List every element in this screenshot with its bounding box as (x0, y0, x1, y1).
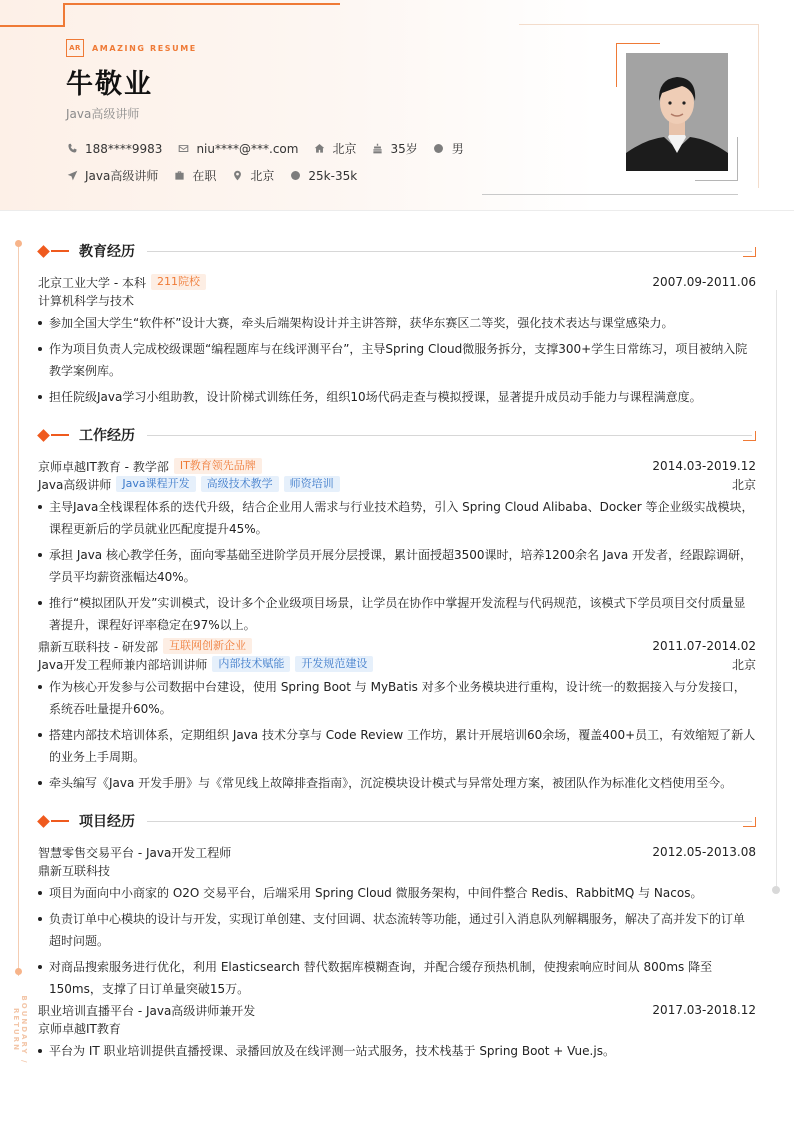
salary-value: 25k-35k (308, 168, 358, 183)
home-icon (313, 143, 325, 155)
section-corner (743, 247, 756, 257)
role-tag: 开发规范建设 (295, 656, 373, 672)
role-tag: 内部技术赋能 (212, 656, 290, 672)
gender-info (433, 140, 464, 157)
education-header-row (38, 273, 756, 291)
diamond-icon (37, 429, 50, 442)
job-intent-row (66, 167, 372, 184)
education-entry (38, 273, 756, 412)
location-value: 北京 (332, 142, 357, 156)
contact-row (66, 140, 479, 157)
timeline-line (18, 246, 19, 976)
education-bullets (38, 312, 756, 408)
list-item: 负责订单中心模块的设计与开发，实现订单创建、支付回调、状态流转等功能，通过引入消息队列解耦服务，解决了高并发下的订单超时问题。 (38, 908, 756, 952)
right-guide-dot (772, 886, 780, 894)
list-item: 推行“模拟团队开发”实训模式，设计多个企业级项目场景，让学员在协作中掌握开发流程与代码规范，该模式下学员项目交付质量显著提升，课程好评率稳定在97%以上。 (38, 592, 756, 636)
salary-info (289, 169, 357, 183)
project-header-row (38, 1001, 756, 1019)
company-name: 京师卓越IT教育 - 教学部 (38, 459, 169, 474)
list-item: 搭建内部技术培训体系，定期组织 Java 技术分享与 Code Review 工作坊，累计开展培训60余场，覆盖400+员工，有效缩短了新人的业务上手周期。 (38, 724, 756, 768)
role: Java开发工程师兼内部培训讲师 (38, 657, 208, 672)
section-title: 项目经历 (79, 814, 135, 830)
section-corner (743, 431, 756, 441)
role-row (38, 655, 756, 673)
role-tag: 师资培训 (284, 476, 340, 492)
phone-value: 188****9983 (85, 141, 163, 156)
section-dash (51, 434, 69, 436)
work-city: 北京 (731, 477, 756, 492)
work-bullets (38, 496, 756, 636)
project-header-row (38, 843, 756, 861)
status-value: 在职 (192, 169, 217, 183)
avatar (626, 53, 728, 171)
section-rule (147, 435, 752, 436)
header-divider-short (695, 180, 738, 181)
email-info (177, 142, 298, 156)
list-item: 承担 Java 核心教学任务，面向零基础至进阶学员开展分层授课，累计面授超3500课时，培养1200余名 Java 开发者，经跟踪调研，学员平均薪资涨幅达40%。 (38, 544, 756, 588)
work-entry-1 (38, 457, 756, 640)
project-bullets (38, 1040, 756, 1062)
status-info (173, 167, 216, 184)
list-item: 项目为面向中小商家的 O2O 交易平台，后端采用 Spring Cloud 微服务架构，中间件整合 Redis、RabbitMQ 与 Nacos。 (38, 882, 756, 904)
location-pin-icon (231, 170, 243, 182)
diamond-icon (37, 815, 50, 828)
gender-icon (433, 143, 445, 155)
candidate-title: Java高级讲师 (66, 107, 140, 121)
send-icon (66, 170, 78, 182)
header-accent-line (64, 3, 340, 5)
list-item: 参加全国大学生“软件杯”设计大赛，牵头后端架构设计并主讲答辩，获华东赛区二等奖，强化技术表达与课堂感染力。 (38, 312, 756, 334)
timeline-dot-bottom (15, 968, 22, 975)
side-watermark: BOUNDARY / RETURN (12, 995, 28, 1065)
work-header-row (38, 457, 756, 475)
project-name: 智慧零售交易平台 - Java开发工程师 (38, 845, 232, 860)
target-city-value: 北京 (250, 169, 275, 183)
cake-icon (371, 143, 383, 155)
brand-text: AMAZING RESUME (92, 43, 197, 53)
list-item: 对商品搜索服务进行优化，利用 Elasticsearch 替代数据库模糊查询，并配合缓存预热机制，使搜索响应时间从 800ms 降至 150ms，支撑了日订单量突破15万。 (38, 956, 756, 1000)
work-bullets (38, 676, 756, 794)
project-org: 京师卓越IT教育 (38, 1021, 121, 1036)
section-work-header (38, 425, 756, 445)
right-guide-line (776, 290, 777, 890)
gender-value: 男 (451, 142, 464, 156)
work-entry-2 (38, 637, 756, 798)
major: 计算机科学与技术 (38, 293, 135, 308)
project-org-row (38, 861, 756, 879)
target-city-info (231, 167, 274, 184)
project-entry-1 (38, 843, 756, 1004)
work-date: 2011.07-2014.02 (652, 639, 756, 653)
diamond-icon (37, 245, 50, 258)
list-item: 平台为 IT 职业培训提供直播授课、录播回放及在线评测一站式服务，技术栈基于 Spring Boot + Vue.js。 (38, 1040, 756, 1062)
company-tag: 互联网创新企业 (163, 638, 252, 654)
header-divider-vertical (737, 137, 738, 181)
mail-icon (177, 143, 189, 155)
header-accent-corner (0, 3, 65, 27)
briefcase-icon (173, 170, 185, 182)
work-header-row (38, 637, 756, 655)
email-value: niu****@***.com (196, 141, 299, 156)
list-item: 主导Java全栈课程体系的迭代升级，结合企业用人需求与行业技术趋势，引入 Spring Cloud Alibaba、Docker 等企业级实战模块，课程更新后的学员就业匹配度提升45%。 (38, 496, 756, 540)
role-tag: 高级技术教学 (201, 476, 279, 492)
work-city: 北京 (731, 657, 756, 672)
resume-header (0, 0, 794, 211)
section-dash (51, 820, 69, 822)
list-item: 牵头编写《Java 开发手册》与《常见线上故障排查指南》，沉淀模块设计模式与异常处理方案，被团队作为标准化文档使用至今。 (38, 772, 756, 794)
brand (66, 39, 197, 57)
list-item: 担任院级Java学习小组助教，设计阶梯式训练任务，组织10场代码走查与模拟授课，显著提升成员动手能力与课程满意度。 (38, 386, 756, 408)
role: Java高级讲师 (38, 477, 112, 492)
school-name: 北京工业大学 - 本科 (38, 275, 146, 290)
timeline-dot-top (15, 240, 22, 247)
profile-photo (626, 53, 728, 171)
target-position-value: Java高级讲师 (85, 169, 159, 183)
section-dash (51, 250, 69, 252)
candidate-name: 牛敬业 (66, 69, 153, 100)
target-position-info (66, 167, 158, 184)
project-name: 职业培训直播平台 - Java高级讲师兼开发 (38, 1003, 256, 1018)
project-entry-2 (38, 1001, 756, 1066)
company-name: 鼎新互联科技 - 研发部 (38, 639, 158, 654)
section-corner (743, 817, 756, 827)
section-projects-header (38, 811, 756, 831)
section-title: 教育经历 (79, 244, 135, 260)
company-tag: IT教育领先品牌 (174, 458, 262, 474)
section-rule (147, 251, 752, 252)
section-rule (147, 821, 752, 822)
section-education-header (38, 241, 756, 261)
role-row (38, 475, 756, 493)
phone-info (66, 142, 162, 156)
role-tag: Java课程开发 (116, 476, 195, 492)
project-org: 鼎新互联科技 (38, 863, 111, 878)
coin-icon (289, 170, 301, 182)
phone-icon (66, 143, 78, 155)
header-divider-line (482, 194, 738, 195)
work-date: 2014.03-2019.12 (652, 459, 756, 473)
project-date: 2017.03-2018.12 (652, 1003, 756, 1017)
location-info (313, 140, 356, 157)
age-info (371, 140, 417, 157)
age-value: 35岁 (390, 142, 418, 156)
major-row (38, 291, 756, 309)
project-bullets (38, 882, 756, 1000)
section-title: 工作经历 (79, 428, 135, 444)
project-date: 2012.05-2013.08 (652, 845, 756, 859)
school-tag: 211院校 (151, 274, 206, 290)
brand-logo: AR (66, 39, 84, 57)
list-item: 作为核心开发参与公司数据中台建设，使用 Spring Boot 与 MyBatis 对多个业务模块进行重构，设计统一的数据接入与分发接口，系统吞吐量提升60%。 (38, 676, 756, 720)
project-org-row (38, 1019, 756, 1037)
list-item: 作为项目负责人完成校级课题“编程题库与在线评测平台”，主导Spring Cloud微服务拆分，支撑300+学生日常练习，项目被纳入院教学案例库。 (38, 338, 756, 382)
education-date: 2007.09-2011.06 (652, 275, 756, 289)
